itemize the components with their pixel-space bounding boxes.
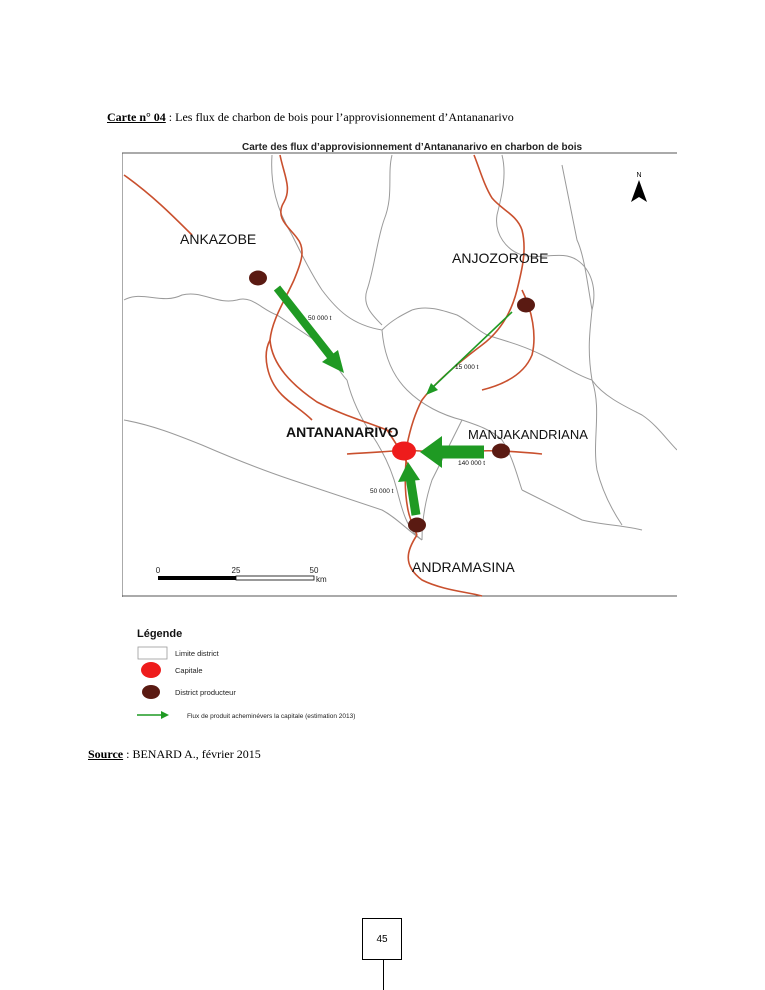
scale-tick-25: 25 (231, 566, 241, 575)
producer-marker-manjakandriana (492, 444, 510, 459)
flow-label-anjozorobe: 15 000 t (455, 364, 479, 371)
label-manjakandriana: MANJAKANDRIANA (468, 427, 588, 442)
scale-bar-segment-1 (158, 576, 236, 580)
label-antananarivo: ANTANANARIVO (286, 424, 399, 440)
page-number-box (362, 918, 402, 960)
label-anjozorobe: ANJOZOROBE (452, 250, 549, 266)
source-line (88, 747, 261, 762)
scale-bar-segment-2 (236, 576, 314, 580)
legend-flow-arrowhead (161, 711, 169, 719)
legend-producer-label: District producteur (175, 688, 236, 697)
scale-unit: km (316, 575, 327, 584)
scale-tick-50: 50 (309, 566, 319, 575)
label-andramasina: ANDRAMASINA (412, 559, 515, 575)
page-number: 45 (376, 934, 388, 945)
source-label: Source (88, 747, 124, 761)
legend-svg (135, 625, 475, 725)
scale-tick-0: 0 (155, 566, 161, 575)
map-caption (107, 110, 514, 125)
legend-capital-label: Capitale (175, 666, 203, 675)
producer-marker-andramasina (408, 518, 426, 533)
capital-marker (392, 442, 416, 461)
source-text: : BENARD A., février 2015 (123, 747, 261, 761)
label-ankazobe: ANKAZOBE (180, 231, 257, 247)
legend-producer-swatch (142, 685, 160, 699)
page-number-line (383, 960, 384, 990)
producer-marker-ankazobe (249, 271, 267, 286)
flow-label-manjakandriana: 140 000 t (458, 460, 486, 467)
map-svg (122, 140, 677, 597)
legend-boundary-label: Limite district (175, 649, 219, 658)
map-background (122, 140, 677, 597)
legend-capital-swatch (141, 662, 161, 678)
producer-marker-anjozorobe (517, 298, 535, 313)
map-title: Carte des flux d’approvisionnement d’Antananarivo en charbon de bois (241, 142, 583, 153)
map-frame (122, 140, 677, 597)
flow-label-andramasina: 50 000 t (370, 488, 394, 495)
legend-boundary-swatch (138, 647, 167, 659)
flow-label-ankazobe: 50 000 t (308, 315, 332, 322)
map-legend (135, 625, 475, 725)
legend-title: Légende (137, 628, 183, 640)
north-label: N (636, 172, 642, 179)
flow-arrow-andramasina-shaft (410, 477, 416, 515)
legend-flow-label: Flux de produit acheminévers la capitale (estimation 2013) (187, 713, 356, 720)
caption-text: : Les flux de charbon de bois pour l’approvisionnement d’Antananarivo (165, 110, 514, 124)
caption-label: Carte n° 04 (107, 110, 166, 124)
